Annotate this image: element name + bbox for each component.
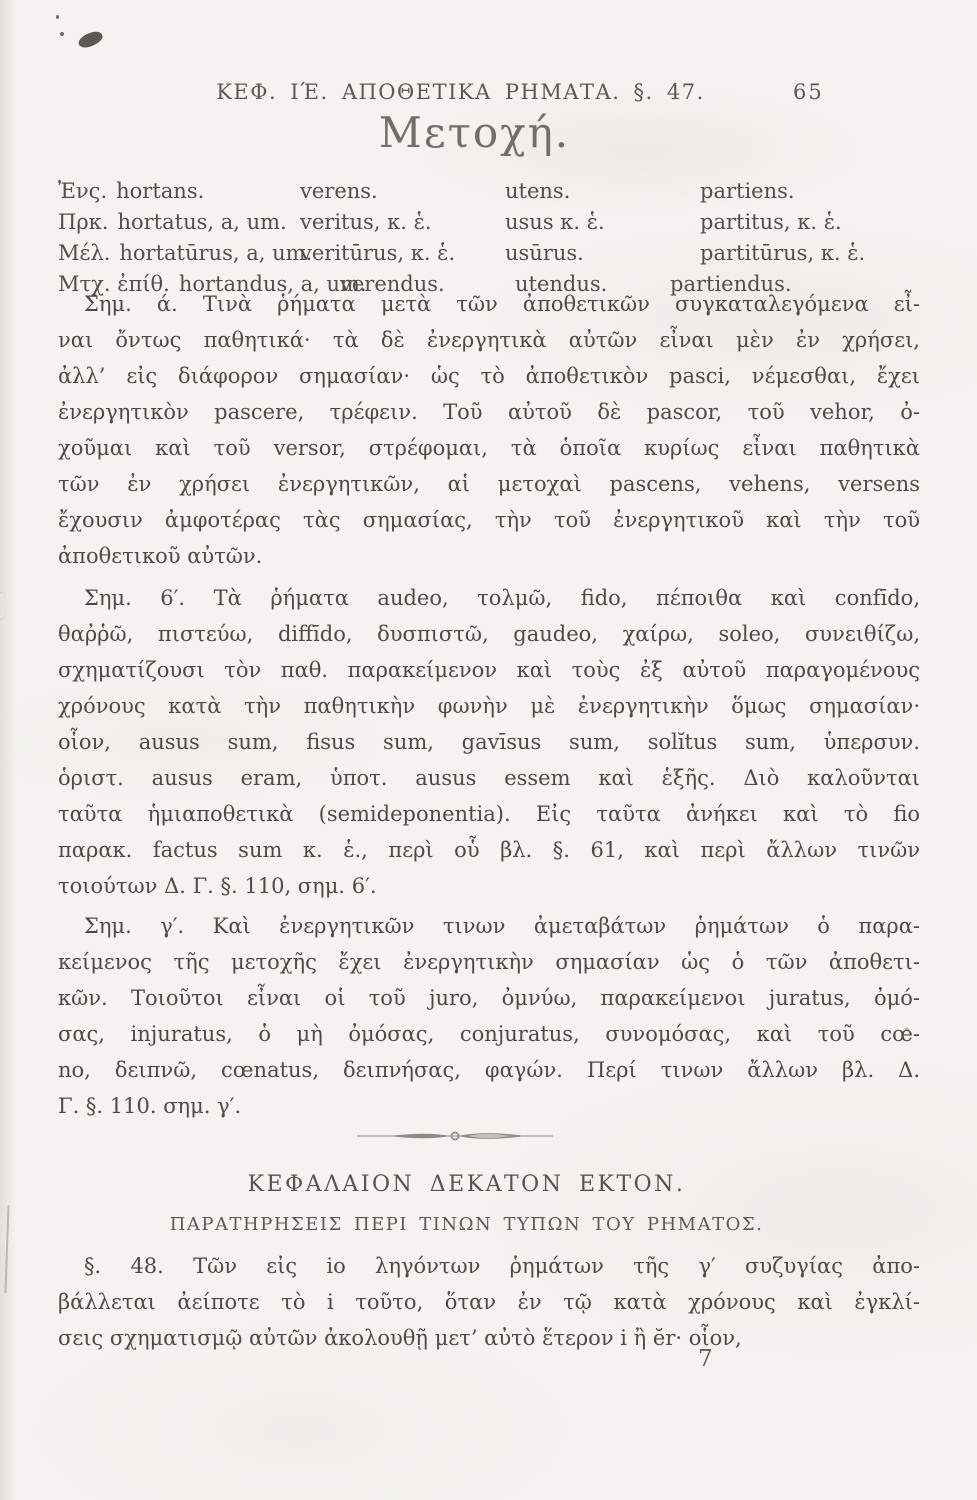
table-cell	[58, 238, 313, 269]
ink-blot	[76, 28, 104, 51]
row-label: Ἐνς.	[58, 179, 108, 203]
table-row	[58, 207, 938, 238]
text-line: τῶν ἐν χρήσει ἐνεργητικῶν, αἱ μετοχαὶ pascens, vehens, versens	[58, 472, 920, 496]
table-cell: verendus.	[340, 272, 445, 296]
table-cell: verens.	[300, 179, 378, 203]
text-line: ἐνεργητικὸν pascere, τρέφειν. Τοῦ αὐτοῦ δὲ pascor, τοῦ vehor, ὀ-	[58, 400, 920, 424]
page-title: Μετοχή.	[378, 108, 571, 157]
page-edge-mark	[0, 592, 7, 620]
table-cell: partitūrus, κ. ἑ.	[700, 241, 866, 265]
signature-mark: 7	[698, 1346, 714, 1372]
text-line: κῶν. Τοιοῦτοι εἶναι οἱ τοῦ juro, ὀμνύω, παρακείμενοι juratus, ὀμό-	[58, 986, 920, 1010]
text-line: ἔχουσιν ἀμφοτέρας τὰς σημασίας, τὴν τοῦ ἐνεργητικοῦ καὶ τὴν τοῦ	[58, 508, 920, 532]
section-48-paragraph	[58, 1248, 920, 1356]
text-line: βάλλεται ἀείποτε τὸ i τοῦτο, ὅταν ἐν τῷ κατὰ χρόνους καὶ ἐγκλί-	[58, 1290, 920, 1314]
text-line: no, δειπνῶ, cœnatus, δειπνήσας, φαγών. Περί τινων ἄλλων βλ. Δ.	[58, 1058, 920, 1082]
text-line: ἀποθετικοῦ αὐτῶν.	[58, 544, 263, 568]
text-line: §. 48. Τῶν εἰς io ληγόντων ῥημάτων τῆς γ′ συζυγίας ἀπο-	[84, 1254, 920, 1278]
table-cell: utendus.	[515, 272, 608, 296]
text-line: ἀλλ’ εἰς διάφορον σημασίαν· ὡς τὸ ἀποθετικὸν pasci, νέμεσθαι, ἔχει	[58, 364, 920, 388]
table-cell: usus κ. ἑ.	[505, 210, 605, 234]
text-line: Σημ. 6′. Τὰ ῥήματα audeo, τολμῶ, fido, πέποιθα καὶ confīdo,	[84, 586, 920, 610]
cell-value: hortatūrus, a, um.	[119, 241, 313, 265]
text-line: σας, injuratus, ὁ μὴ ὀμόσας, conjuratus, συνομόσας, καὶ τοῦ cœ-	[58, 1022, 920, 1046]
text-line: κείμενος τῆς μετοχῆς ἔχει ἐνεργητικὴν σημασίαν ὡς ὁ τῶν ἀποθετι-	[58, 950, 920, 974]
cell-value: hortans.	[116, 179, 205, 203]
table-cell: usūrus.	[505, 241, 584, 265]
chapter-heading: ΚΕΦΑΛΑΙΟΝ ΔΕΚΑΤΟΝ ΕΚΤΟΝ.	[247, 1172, 686, 1197]
table-row	[58, 176, 938, 207]
table-cell: partiens.	[700, 179, 795, 203]
text-line: ὁριστ. ausus eram, ὑποτ. ausus essem καὶ ἑξῆς. Διὸ καλοῦνται	[58, 766, 920, 790]
cell-value: hortandus, a, um.	[178, 272, 367, 296]
table-cell	[58, 176, 300, 207]
text-line: χρόνους κατὰ τὴν παθητικὴν φωνὴν μὲ ἐνεργητικὴν ὅμως σημασίαν·	[58, 694, 920, 718]
text-line: χοῦμαι καὶ τοῦ versor, στρέφομαι, τὰ ὁποῖα κυρίως εἶναι παθητικὰ	[58, 436, 920, 460]
text-line: Γ. §. 110. σημ. γ′.	[58, 1094, 242, 1118]
note-gamma	[58, 908, 920, 1124]
note-alpha	[58, 286, 920, 574]
table-row	[58, 238, 938, 269]
text-line: τοιούτων Δ. Γ. §. 110, σημ. 6′.	[58, 874, 377, 898]
participle-table	[58, 176, 938, 300]
table-cell: utens.	[505, 179, 571, 203]
text-line: ναι ὄντως παθητικά· τὰ δὲ ἐνεργητικὰ αὐτῶν εἶναι μὲν ἐν χρήσει,	[58, 328, 920, 352]
text-line: παρακ. factus sum κ. ἑ., περὶ οὗ βλ. §. 61, καὶ περὶ ἄλλων τινῶν	[58, 838, 920, 862]
running-head: ΚΕΦ. ΙΈ. ΑΠΟΘΕΤΙΚΑ ΡΗΜΑΤΑ. §. 47.	[216, 80, 705, 104]
text-line: θαῤῥῶ, πιστεύω, diffīdo, δυσπιστῶ, gaudeo, χαίρω, soleo, συνειθίζω,	[58, 622, 920, 646]
text-line: σχηματίζουσι τὸν παθ. παρακείμενον καὶ τοὺς ἐξ αὐτοῦ παραγομένους	[58, 658, 920, 682]
section-divider-ornament	[355, 1128, 555, 1144]
table-cell: veritus, κ. ἑ.	[300, 210, 432, 234]
table-cell: veritūrus, κ. ἑ.	[300, 241, 456, 265]
chapter-subheading: ΠΑΡΑΤΗΡΗΣΕΙΣ ΠΕΡΙ ΤΙΝΩΝ ΤΥΠΩΝ ΤΟΥ ΡΗΜΑΤΟΣ.	[169, 1214, 764, 1235]
page-number: 65	[793, 80, 824, 104]
note-beta	[58, 580, 920, 904]
text-line: σεις σχηματισμῷ αὐτῶν ἀκολουθῇ μετ’ αὐτὸ ἕτερον i ἢ ĕr· οἷον,	[58, 1326, 742, 1350]
text-line: ταῦτα ἡμιαποθετικὰ (semideponentia). Εἰς ταῦτα ἀνήκει καὶ τὸ fio	[58, 802, 920, 826]
text-line: Σημ. γ′. Καὶ ἐνεργητικῶν τινων ἀμεταβάτων ῥημάτων ὁ παρα-	[84, 914, 920, 938]
ink-speck	[56, 15, 59, 19]
cell-value: hortatus, a, um.	[117, 210, 287, 234]
table-cell: partiendus.	[670, 272, 792, 296]
text-line: οἷον, ausus sum, fisus sum, gavīsus sum, solĭtus sum, ὑπερσυν.	[58, 730, 920, 754]
table-cell: partitus, κ. ἑ.	[700, 210, 842, 234]
text-line: Σημ. ά. Τινὰ ῥήματα μετὰ τῶν ἀποθετικῶν συγκαταλεγόμενα εἶ-	[84, 292, 920, 316]
row-label: Μτχ. ἐπίθ.	[58, 272, 170, 296]
row-label: Μέλ.	[58, 241, 111, 265]
row-label: Πρκ.	[58, 210, 109, 234]
ink-speck	[60, 32, 64, 36]
table-cell	[58, 207, 300, 238]
page-header	[0, 80, 977, 110]
